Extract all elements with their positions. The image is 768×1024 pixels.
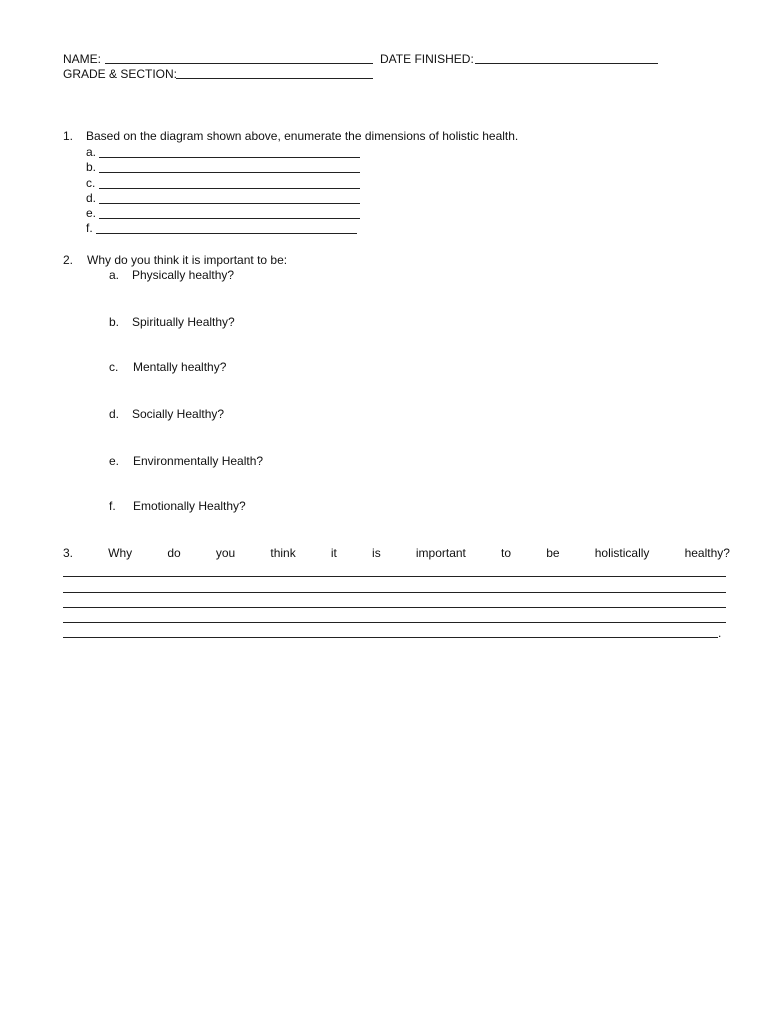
q1-item-letter: e.: [86, 206, 97, 220]
q2-item-text: Spiritually Healthy?: [132, 315, 235, 329]
q2-item-letter: d.: [109, 407, 120, 421]
q2-item-letter: a.: [109, 268, 120, 282]
q1-answer-line[interactable]: [99, 157, 360, 158]
q1-item-letter: d.: [86, 191, 97, 205]
date-finished-field[interactable]: [475, 63, 658, 64]
q3-word: holistically: [594, 546, 650, 560]
q1-item-letter: a.: [86, 145, 97, 159]
q2-item-text: Socially Healthy?: [132, 407, 225, 421]
q3-answer-line[interactable]: [63, 592, 726, 593]
q1-item-letter: c.: [86, 176, 96, 190]
q3-word: it: [330, 546, 337, 560]
q2-text: Why do you think it is important to be:: [87, 253, 288, 267]
q1-item-letter: f.: [86, 221, 93, 235]
grade-section-label: GRADE & SECTION:: [63, 67, 178, 81]
grade-section-field[interactable]: [176, 78, 373, 79]
q3-word: to: [501, 546, 512, 560]
q2-item-text: Mentally healthy?: [133, 360, 227, 374]
q3-answer-line[interactable]: [63, 607, 726, 608]
date-finished-label: DATE FINISHED:: [380, 52, 474, 66]
q2-item-text: Environmentally Health?: [133, 454, 264, 468]
q1-answer-line[interactable]: [99, 172, 360, 173]
q2-item-letter: b.: [109, 315, 120, 329]
q3-answer-line[interactable]: [63, 622, 726, 623]
q2-number: 2.: [63, 253, 74, 267]
q2-item-letter: f.: [109, 499, 116, 513]
q3-question: [63, 546, 730, 561]
q3-word: you: [215, 546, 236, 560]
q3-word: think: [270, 546, 296, 560]
q3-word: do: [167, 546, 181, 560]
q3-end-period: .: [718, 626, 722, 640]
q3-answer-line[interactable]: [63, 576, 726, 577]
q2-item-text: Physically healthy?: [132, 268, 235, 282]
q3-word: is: [372, 546, 381, 560]
q3-word: Why: [108, 546, 133, 560]
name-field[interactable]: [105, 63, 373, 64]
q1-answer-line[interactable]: [99, 218, 360, 219]
q1-answer-line[interactable]: [99, 188, 360, 189]
q3-word: important: [415, 546, 466, 560]
q3-number: 3.: [63, 546, 74, 560]
q2-item-letter: c.: [109, 360, 119, 374]
q1-text: Based on the diagram shown above, enumerate the dimensions of holistic health.: [86, 129, 519, 143]
q1-number: 1.: [63, 129, 74, 143]
q1-item-letter: b.: [86, 160, 97, 174]
q3-answer-line[interactable]: [63, 637, 718, 638]
q3-word: healthy?: [684, 546, 730, 560]
q2-item-letter: e.: [109, 454, 120, 468]
q1-answer-line[interactable]: [99, 203, 360, 204]
q3-word: be: [546, 546, 560, 560]
q1-answer-line[interactable]: [96, 233, 357, 234]
q2-item-text: Emotionally Healthy?: [133, 499, 246, 513]
name-label: NAME:: [63, 52, 102, 66]
